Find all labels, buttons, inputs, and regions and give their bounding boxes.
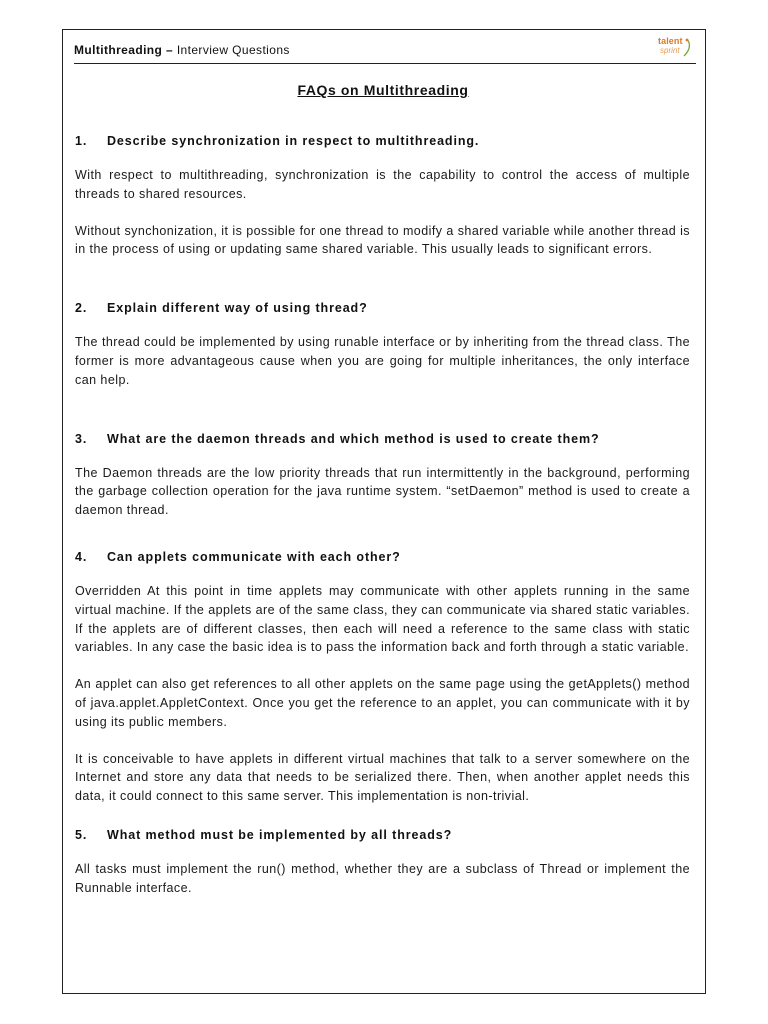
question-heading (75, 548, 690, 566)
answer-paragraph: Without synchonization, it is possible for one thread to modify a shared variable while another thread is in the process of using or updating same shared variable. This usually leads to significant errors. (75, 223, 690, 257)
question-heading (75, 430, 690, 448)
answer-paragraph: With respect to multithreading, synchronization is the capability to control the access of multiple threads to shared resources. (75, 168, 690, 201)
question-heading (75, 826, 690, 844)
question-number: 2. (75, 301, 88, 316)
question-text: What method must be implemented by all threads? (107, 827, 453, 842)
faq-item-5 (75, 826, 690, 898)
question-text: Can applets communicate with each other? (107, 549, 401, 564)
logo-text-sprint: sprint (660, 46, 680, 55)
answer-paragraph: An applet can also get references to all other applets on the same page using the getApplets() method of java.applet.AppletContext. Once you get the reference to an applet, you can communicate with it by using its public members. (75, 677, 690, 729)
question-text: Describe synchronization in respect to multithreading. (107, 134, 480, 148)
question-number: 1. (75, 134, 88, 148)
faq-content (75, 132, 690, 916)
question-text: Explain different way of using thread? (107, 301, 368, 316)
question-number: 3. (75, 431, 88, 446)
answer-paragraph: The thread could be implemented by using runable interface or by inheriting from the thread class. The former is more advantageous cause when you are going for multiple inheritances, the only interface can help. (75, 335, 690, 387)
question-heading (75, 132, 690, 150)
question-number: 5. (75, 827, 88, 842)
header-title (74, 43, 290, 57)
faq-item-2 (75, 299, 690, 389)
logo-swoosh-icon (682, 38, 692, 58)
faq-item-4 (75, 548, 690, 806)
answer-paragraph: Overridden At this point in time applets may communicate with other applets running in the same virtual machine. If the applets are of the same class, they can communicate via shared static variables. If the applets are of different classes, then each will need a reference to the same class with static variables. In any case the basic idea is to pass the information back and forth through a static variable. (75, 583, 690, 655)
faq-item-1 (75, 132, 690, 259)
answer-paragraph: All tasks must implement the run() method, whether they are a subclass of Thread or implement the Runnable interface. (75, 861, 690, 895)
page-header (74, 36, 696, 64)
faq-item-3 (75, 430, 690, 520)
question-number: 4. (75, 549, 88, 564)
talentsprint-logo (656, 36, 692, 62)
answer-paragraph: The Daemon threads are the low priority threads that run intermittently in the background, performing the garbage collection operation for the java runtime system. “setDaemon” method is used to create a daemon thread. (75, 465, 690, 518)
logo-text-talent: talent (658, 36, 683, 46)
document-title: FAQs on Multithreading (297, 82, 469, 98)
header-title-main: Multithreading – (74, 43, 177, 57)
question-text: What are the daemon threads and which method is used to create them? (107, 431, 600, 446)
header-title-sub: Interview Questions (176, 43, 290, 57)
answer-paragraph: It is conceivable to have applets in different virtual machines that talk to a server somewhere on the Internet and store any data that needs to be serialized there. Then, when another applet needs this data, it could connect to this same server. This implementation is non-trivial. (75, 751, 690, 804)
question-heading (75, 299, 690, 317)
